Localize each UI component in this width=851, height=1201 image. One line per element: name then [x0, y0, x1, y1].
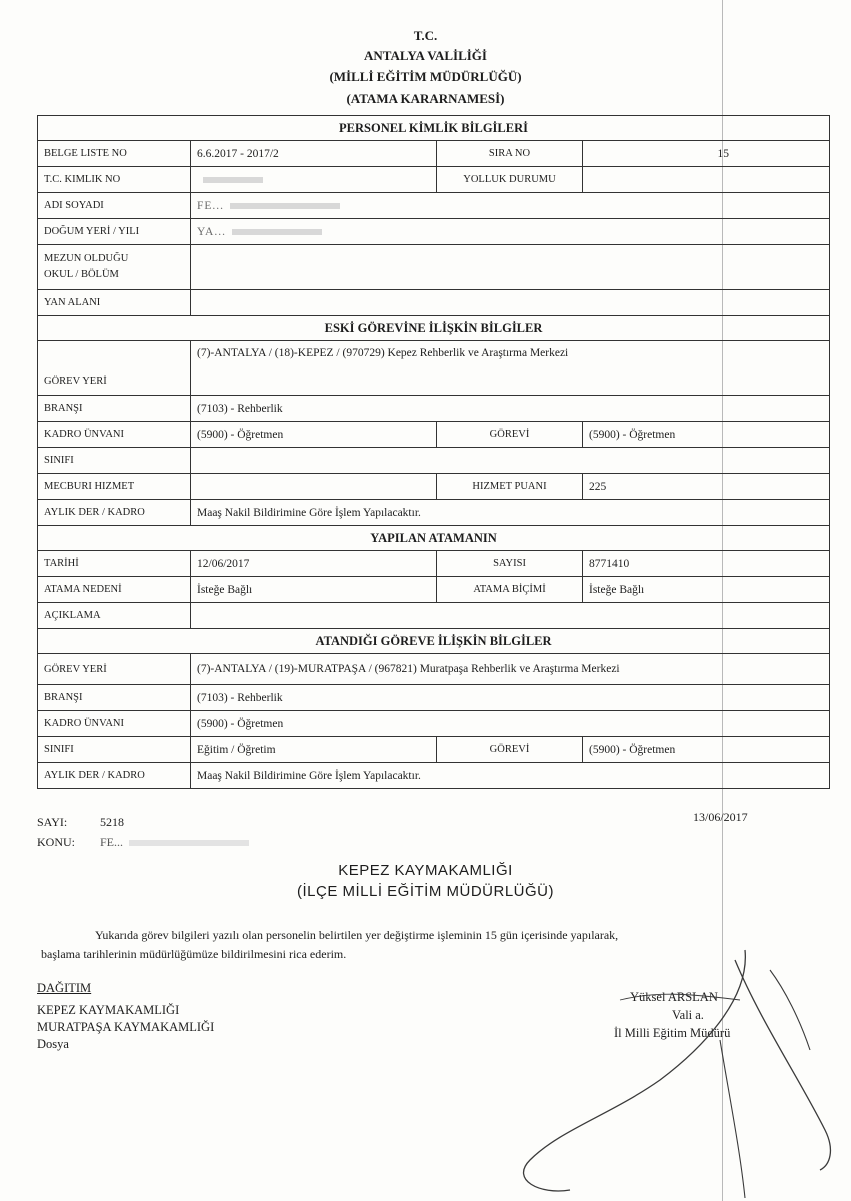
dagitim-label: DAĞITIM: [37, 981, 92, 995]
eski-gorevi-value: (5900) - Öğretmen: [583, 422, 830, 448]
yeni-sinifi-label: SINIFI: [38, 737, 191, 763]
konu-text: FE...: [100, 835, 124, 849]
aciklama-value: [191, 603, 830, 629]
redacted-mark: [232, 229, 322, 235]
yeni-gorev-yeri-label: GÖREV YERİ: [38, 654, 191, 685]
eski-kadro-label: KADRO ÜNVANI: [38, 422, 191, 448]
yeni-kadro-label: KADRO ÜNVANI: [38, 711, 191, 737]
sira-no-value: 15: [583, 141, 830, 167]
redacted-mark: [129, 840, 249, 846]
sayisi-label: SAYISI: [437, 551, 583, 577]
section-personel-title: PERSONEL KİMLİK BİLGİLERİ: [38, 116, 830, 141]
header-kararname: (ATAMA KARARNAMESİ): [346, 91, 505, 106]
atama-nedeni-label: ATAMA NEDENİ: [38, 577, 191, 603]
tc-kimlik-value: [191, 167, 437, 193]
dagitim-item: Dosya: [37, 1037, 69, 1051]
section-atandigi-title: ATANDIĞI GÖREVE İLİŞKİN BİLGİLER: [38, 629, 830, 654]
header-valilik: ANTALYA VALİLİĞİ: [364, 48, 487, 63]
tarihi-value: 12/06/2017: [191, 551, 437, 577]
redacted-mark: [230, 203, 340, 209]
mezun-label: [38, 245, 191, 290]
yolluk-label: YOLLUK DURUMU: [437, 167, 583, 193]
mecburi-hizmet-label: MECBURI HIZMET: [38, 474, 191, 500]
sayi-label: SAYI:: [37, 815, 68, 829]
eski-gorev-yeri-value: (7)-ANTALYA / (18)-KEPEZ / (970729) Kepez Rehberlik ve Araştırma Merkezi: [191, 341, 830, 396]
dogum-label: DOĞUM YERİ / YILI: [38, 219, 191, 245]
mezun-label-line1: MEZUN OLDUĞU: [44, 253, 129, 264]
yeni-bransi-value: (7103) - Rehberlik: [191, 685, 830, 711]
belge-liste-no-label: BELGE LISTE NO: [38, 141, 191, 167]
adi-soyadi-text: FE...: [197, 199, 225, 212]
signature-scribble: [500, 940, 845, 1200]
eski-bransi-label: BRANŞI: [38, 396, 191, 422]
sayi-value: 5218: [100, 815, 124, 829]
eski-gorevi-label: GÖREVİ: [437, 422, 583, 448]
atama-bicimi-label: ATAMA BİÇİMİ: [437, 577, 583, 603]
konu-value: [100, 835, 249, 850]
signer-name: Yüksel ARSLAN: [630, 990, 718, 1004]
adi-soyadi-value: [191, 193, 830, 219]
konu-label: KONU:: [37, 835, 75, 849]
yeni-kadro-value: (5900) - Öğretmen: [191, 711, 830, 737]
eski-gorev-yeri-label: GÖREV YERİ: [38, 341, 191, 396]
signer-role-1: Vali a.: [672, 1008, 704, 1022]
eski-sinifi-value: [191, 448, 830, 474]
mezun-value: [191, 245, 830, 290]
hizmet-puani-label: HIZMET PUANI: [437, 474, 583, 500]
sayisi-value: 8771410: [583, 551, 830, 577]
section-yapilan-title: YAPILAN ATAMANIN: [38, 526, 830, 551]
header-tc: T.C.: [413, 28, 438, 43]
dogum-value: [191, 219, 830, 245]
eski-sinifi-label: SINIFI: [38, 448, 191, 474]
yeni-gorevi-label: GÖREVİ: [437, 737, 583, 763]
mecburi-hizmet-value: [191, 474, 437, 500]
eski-bransi-value: (7103) - Rehberlik: [191, 396, 830, 422]
yolluk-value: [583, 167, 830, 193]
document-date: 13/06/2017: [693, 810, 748, 824]
dagitim-item: MURATPAŞA KAYMAKAMLIĞI: [37, 1020, 215, 1034]
section-eski-title: ESKİ GÖREVİNE İLİŞKİN BİLGİLER: [38, 316, 830, 341]
eski-aylik-value: Maaş Nakil Bildirimine Göre İşlem Yapılacaktır.: [191, 500, 830, 526]
signer-role-2: İl Milli Eğitim Müdürü: [614, 1026, 731, 1040]
yeni-gorev-yeri-value: (7)-ANTALYA / (19)-MURATPAŞA / (967821) Muratpaşa Rehberlik ve Araştırma Merkezi: [191, 654, 830, 685]
recipient-subtitle: (İLÇE MİLLİ EĞİTİM MÜDÜRLÜĞÜ): [296, 883, 555, 900]
hizmet-puani-value: 225: [583, 474, 830, 500]
appointment-form-table: [37, 115, 830, 789]
belge-liste-no-value: 6.6.2017 - 2017/2: [191, 141, 437, 167]
eski-kadro-value: (5900) - Öğretmen: [191, 422, 437, 448]
yeni-aylik-label: AYLIK DER / KADRO: [38, 763, 191, 789]
yeni-bransi-label: BRANŞI: [38, 685, 191, 711]
mezun-label-line2: OKUL / BÖLÜM: [44, 269, 119, 280]
tc-kimlik-label: T.C. KIMLIK NO: [38, 167, 191, 193]
redacted-mark: [203, 177, 263, 183]
yan-alani-value: [191, 290, 830, 316]
yeni-sinifi-value: Eğitim / Öğretim: [191, 737, 437, 763]
eski-aylik-label: AYLIK DER / KADRO: [38, 500, 191, 526]
header-mudurluk: (MİLLİ EĞİTİM MÜDÜRLÜĞÜ): [329, 69, 522, 84]
yeni-gorevi-value: (5900) - Öğretmen: [583, 737, 830, 763]
yeni-aylik-value: Maaş Nakil Bildirimine Göre İşlem Yapılacaktır.: [191, 763, 830, 789]
dagitim-item: KEPEZ KAYMAKAMLIĞI: [37, 1003, 180, 1017]
recipient-title: KEPEZ KAYMAKAMLIĞI: [338, 862, 513, 879]
body-paragraph-line1: Yukarıda görev bilgileri yazılı olan personelin belirtilen yer değiştirme işleminin 15 gün içerisinde yapılarak,: [95, 928, 619, 942]
sira-no-label: SIRA NO: [437, 141, 583, 167]
yan-alani-label: YAN ALANI: [38, 290, 191, 316]
adi-soyadi-label: ADI SOYADI: [38, 193, 191, 219]
body-paragraph-line2: başlama tarihlerinin müdürlüğümüze bildirilmesini rica ederim.: [41, 947, 347, 961]
aciklama-label: AÇIKLAMA: [38, 603, 191, 629]
tarihi-label: TARİHİ: [38, 551, 191, 577]
dogum-text: YA...: [197, 225, 226, 238]
atama-bicimi-value: İsteğe Bağlı: [583, 577, 830, 603]
atama-nedeni-value: İsteğe Bağlı: [191, 577, 437, 603]
